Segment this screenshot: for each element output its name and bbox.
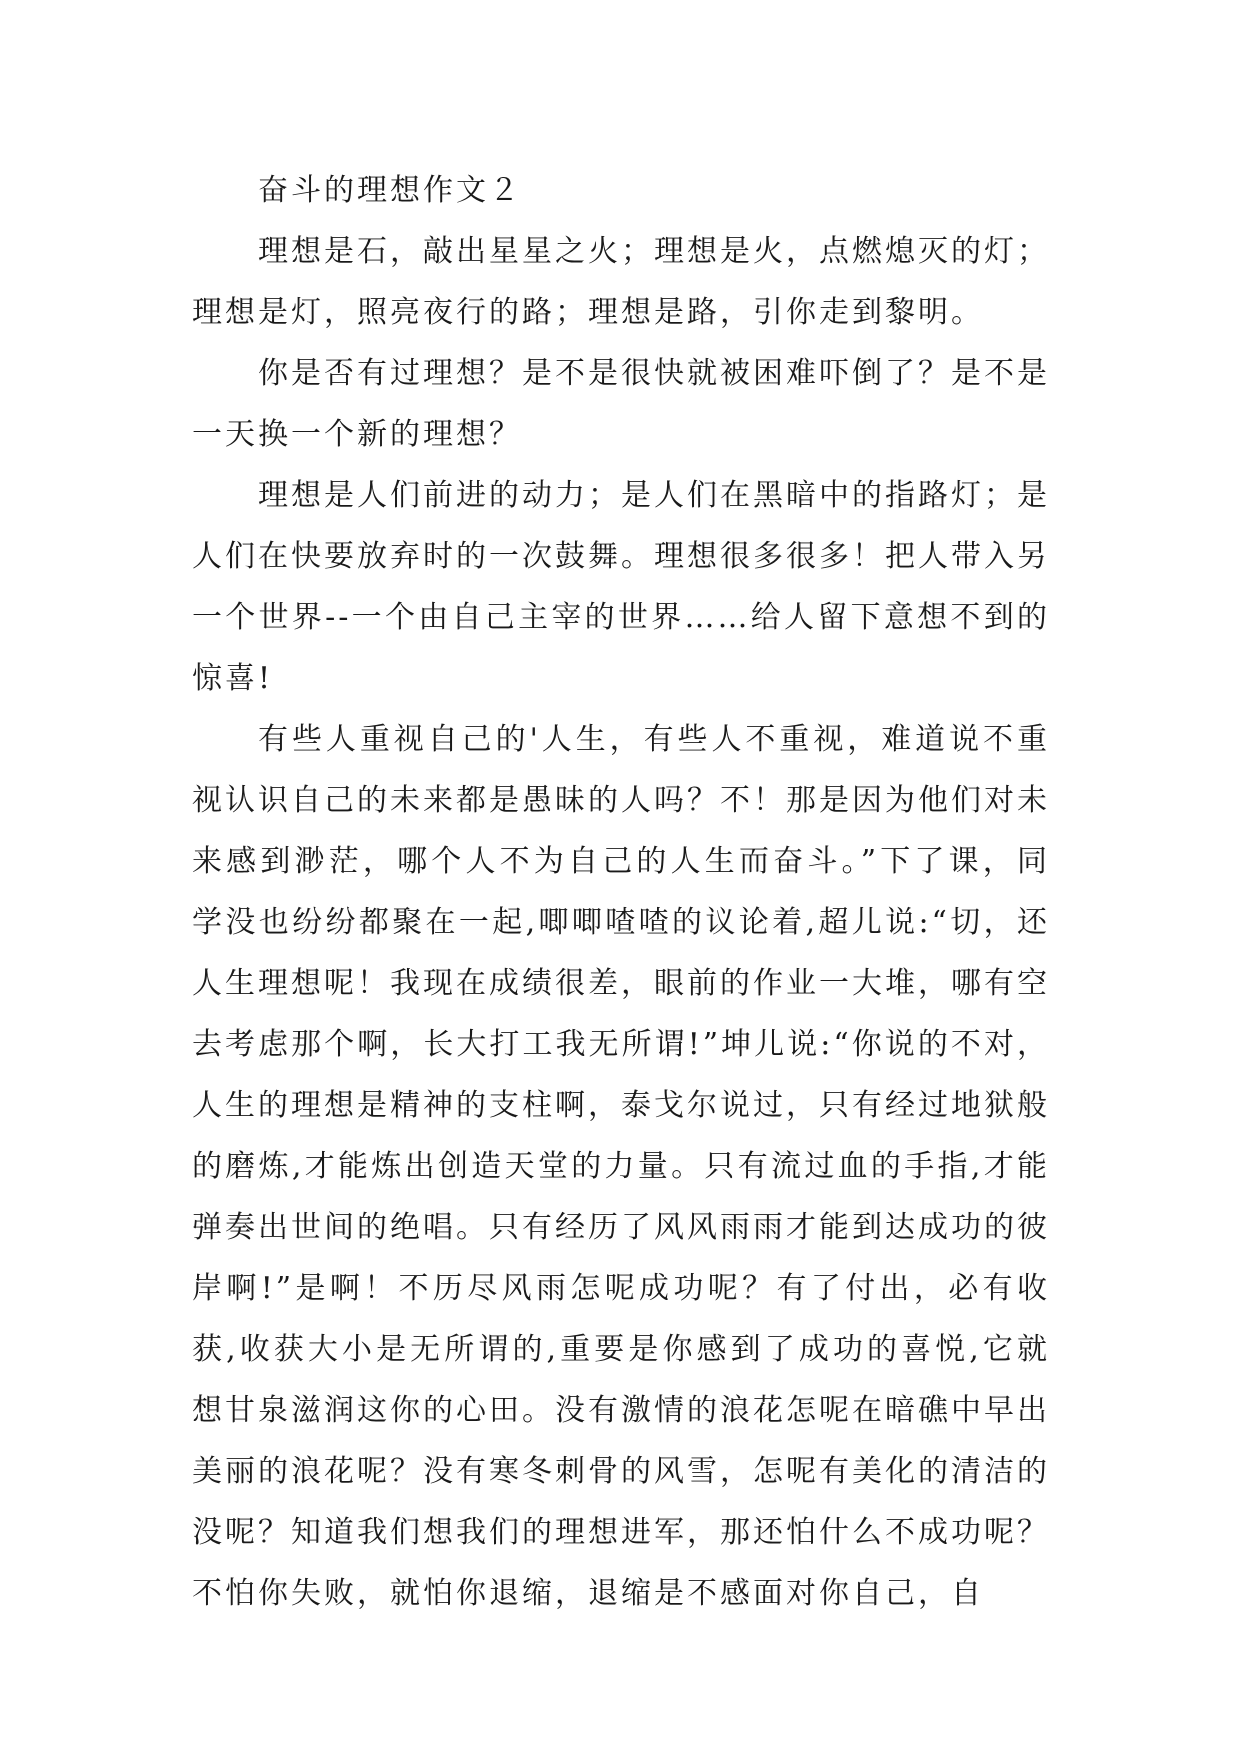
document-title: 奋斗的理想作文２ xyxy=(258,173,522,208)
paragraph-1: 理想是石，敲出星星之火；理想是火，点燃熄灭的灯；理想是灯，照亮夜行的路；理想是路，引你走到黎明。 xyxy=(192,234,1050,330)
document-body xyxy=(192,160,1050,1624)
paragraph-4: 有些人重视自己的'人生，有些人不重视，难道说不重视认识自己的未来都是愚昧的人吗？不！那是因为他们对未来感到渺茫，哪个人不为自己的人生而奋斗。”下了课，同学没也纷纷都聚在一起,唧唧喳喳的议论着,超儿说:“切，还人生理想呢！我现在成绩很差，眼前的作业一大堆，哪有空去考虑那个啊，长大打工我无所谓!”坤儿说:“你说的不对，人生的理想是精神的支柱啊，泰戈尔说过，只有经过地狱般的磨炼,才能炼出创造天堂的力量。只有流过血的手指,才能弹奏出世间的绝唱。只有经历了风风雨雨才能到达成功的彼岸啊!”是啊！不历尽风雨怎呢成功呢？有了付出，必有收获,收获大小是无所谓的,重要是你感到了成功的喜悦,它就想甘泉滋润这你的心田。没有激情的浪花怎呢在暗礁中早出美丽的浪花呢？没有寒冬刺骨的风雪，怎呢有美化的清洁的没呢？知道我们想我们的理想进军，那还怕什么不成功呢？不怕你失败，就怕你退缩，退缩是不感面对你自己，自 xyxy=(192,722,1050,1611)
paragraph-3: 理想是人们前进的动力；是人们在黑暗中的指路灯；是人们在快要放弃时的一次鼓舞。理想很多很多！把人带入另一个世界--一个由自己主宰的世界……给人留下意想不到的惊喜! xyxy=(192,478,1050,696)
paragraph-2: 你是否有过理想？是不是很快就被困难吓倒了？是不是一天换一个新的理想？ xyxy=(192,356,1050,452)
